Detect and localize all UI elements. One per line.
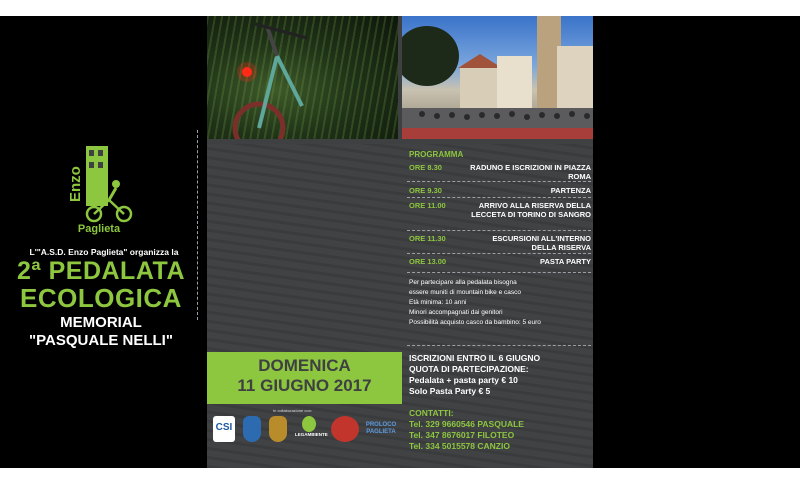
info-line: Possibilità acquisto casco da bambino: 5 euro <box>409 319 541 326</box>
contacts-block <box>409 408 593 452</box>
fee-pasta-only: Solo Pasta Party € 5 <box>409 386 491 396</box>
memorial-label: MEMORIAL <box>60 314 142 331</box>
municipal-crest-1 <box>243 416 261 442</box>
legambiente-logo: LEGAMBIENTE <box>295 416 323 442</box>
row-divider <box>407 197 591 198</box>
programme-time: ORE 11.30 <box>409 234 446 243</box>
memorial-name: "PASQUALE NELLI" <box>29 332 173 349</box>
registration-info <box>409 353 593 397</box>
town-square-photo <box>402 16 593 139</box>
column-divider <box>197 130 198 320</box>
programme-activity: ESCURSIONI ALL'INTERNO DELLA RISERVA <box>492 234 591 252</box>
svg-text:Paglieta: Paglieta <box>77 223 121 235</box>
csi-logo: CSI <box>213 416 235 442</box>
programme-activity: PASTA PARTY <box>540 257 591 266</box>
row-divider <box>407 230 591 231</box>
programme-row <box>409 257 591 267</box>
programme-row <box>409 163 591 181</box>
section-divider <box>407 272 591 273</box>
programme-row <box>409 201 591 229</box>
sponsor-logos <box>213 408 399 450</box>
programme-activity: RADUNO E ISCRIZIONI IN PIAZZA ROMA <box>470 163 591 181</box>
sponsors-caption: In collaborazione con: <box>273 408 312 413</box>
registration-deadline: ISCRIZIONI ENTRO IL 6 GIUGNO <box>409 353 541 363</box>
programme-time: ORE 13.00 <box>409 257 447 266</box>
fee-heading: QUOTA DI PARTECIPAZIONE: <box>409 364 529 374</box>
event-title-line2: ECOLOGICA <box>20 283 182 313</box>
event-title-line1: 2ª PEDALATA <box>17 257 185 285</box>
municipal-crest-2 <box>269 416 287 442</box>
programme-activity: ARRIVO ALLA RISERVA DELLA LECCETA DI TORINO DI SANGRO <box>471 201 591 219</box>
row-divider <box>407 181 591 182</box>
contact-phone: Tel. 329 9660546 PASQUALE <box>409 419 524 429</box>
organizer-line: L'"A.S.D. Enzo Paglieta" organizza la <box>29 247 179 257</box>
contact-phone: Tel. 347 8676017 FILOTEO <box>409 430 515 440</box>
enzo-paglieta-logo <box>64 140 134 235</box>
date-weekday: DOMENICA <box>258 356 351 375</box>
sponsor-logo-5 <box>331 416 359 442</box>
programme-row <box>409 234 591 252</box>
date-day: 11 GIUGNO 2017 <box>237 376 372 395</box>
programme-time: ORE 9.30 <box>409 186 442 195</box>
proloco-logo: PROLOCO PAGLIETA <box>365 422 397 435</box>
programme-activity: PARTENZA <box>550 186 591 195</box>
info-line: Per partecipare alla pedalata bisogna <box>409 279 517 286</box>
date-banner <box>207 352 402 404</box>
programme-time: ORE 11.00 <box>409 201 446 210</box>
contacts-title: CONTATTI: <box>409 408 454 418</box>
programme-time: ORE 8.30 <box>409 163 442 172</box>
info-line: Minori accompagnati dai genitori <box>409 309 503 316</box>
svg-text:Enzo: Enzo <box>67 166 84 202</box>
contact-phone: Tel. 334 5015578 CANZIO <box>409 441 510 451</box>
participation-info <box>409 278 591 328</box>
info-line: essere muniti di mountain bike e casco <box>409 289 522 296</box>
night-bike-photo <box>207 16 398 139</box>
programme-row <box>409 186 591 196</box>
bicycle-icon <box>207 16 398 139</box>
programme-title: PROGRAMMA <box>409 150 464 159</box>
section-divider <box>407 345 591 346</box>
info-line: Età minima: 10 anni <box>409 299 467 306</box>
row-divider <box>407 253 591 254</box>
fee-full: Pedalata + pasta party € 10 <box>409 375 518 385</box>
